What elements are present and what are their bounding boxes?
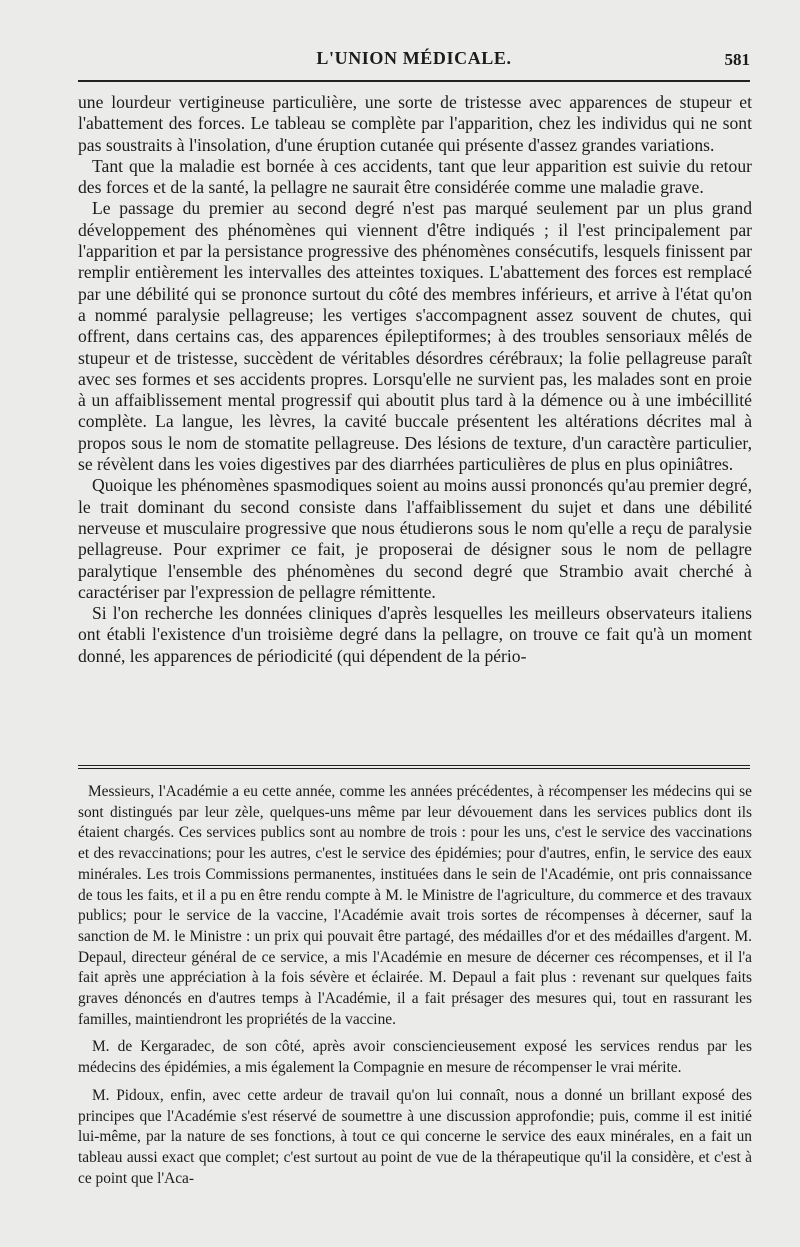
main-text	[78, 92, 752, 667]
page-number: 581	[724, 50, 750, 69]
body-paragraph: Si l'on recherche les données cliniques d'après lesquelles les meilleurs observateurs italiens ont établi l'existence d'un troisième degré dans la pellagre, on trouve ce fait qu'à un moment donné, les apparences de périodicité (qui dépendent de la pério-	[78, 603, 752, 666]
note-paragraph: Messieurs, l'Académie a eu cette année, comme les années précédentes, à récompenser les médecins qui se sont distingués par leur zèle, quelques-uns même par leur dévouement dans les services publics dont ils étaient chargés. Ces services publics sont au nombre de trois : pour les uns, c'est le service des vaccinations et des revaccinations; pour les autres, c'est le service des épidémies; pour d'autres, enfin, le service des eaux minérales. Les trois Commissions permanentes, instituées dans le sein de l'Académie, ont pris connaissance de tous les faits, et il a pu en être rendu compte à M. le Ministre de l'agriculture, du commerce et des travaux publics; pour le service de la vaccine, l'Académie avait trois sortes de récompenses à décerner, sauf la sanction de M. le Ministre : un prix qui pouvait être partagé, des médailles d'or et des médailles d'argent. M. Depaul, directeur général de ce service, a mis l'Académie en mesure de décerner ces récompenses, et il l'a fait après une appréciation à la fois sévère et éclairée. M. Depaul a fait plus : revenant sur quelques faits graves dénoncés en d'autres temps à l'Académie, il a fait présager des mesures qui, tout en rassurant les familles, maintiendront les propriétés de la vaccine.	[78, 783, 752, 1028]
section-rule	[78, 765, 750, 769]
header-rule	[78, 80, 750, 82]
page-header	[78, 44, 750, 74]
note-paragraph: M. Pidoux, enfin, avec cette ardeur de travail qu'on lui connaît, nous a donné un brillant exposé des principes que l'Académie s'est réservé de soumettre à une discussion approfondie; puis, comme il est initié lui-même, par la nature de ses fonctions, à tout ce qui concerne le service des eaux minérales, en a fait un tableau aussi exact que complet; c'est surtout au point de vue de la thérapeutique qu'il la considère, et c'est à ce point que l'Aca-	[78, 1086, 752, 1187]
running-title: L'UNION MÉDICALE.	[316, 48, 512, 68]
body-paragraph: Tant que la maladie est bornée à ces accidents, tant que leur apparition est suivie du retour des forces et de la santé, la pellagre ne saurait être considérée comme une maladie grave.	[78, 155, 752, 198]
note-paragraph: M. de Kergaradec, de son côté, après avoir consciencieusement exposé les services rendus par les médecins des épidémies, a mis également la Compagnie en mesure de récompenser le vrai mérite.	[78, 1038, 752, 1077]
body-paragraph: une lourdeur vertigineuse particulière, une sorte de tristesse avec apparences de stupeur et l'abattement des forces. Le tableau se complète par l'apparition, chez les individus qui ne sont pas soustraits à l'insolation, d'une éruption cutanée qui présente d'assez grandes variations.	[78, 92, 752, 155]
body-paragraph: Le passage du premier au second degré n'est pas marqué seulement par un plus grand développement des phénomènes qui viennent d'être indiqués ; il l'est principalement par l'apparition et par la persistance progressive des phénomènes consécutifs, lesquels finissent par remplir entièrement les intervalles des atteintes toxiques. L'abattement des forces est remplacé par une débilité qui se prononce surtout du côté des membres inférieurs, et arrive à l'état qu'on a nommé paralysie pellagreuse; les vertiges s'accompagnent assez souvent de chutes, qui offrent, dans certains cas, des apparences épileptiformes; à des troubles sensoriaux mêlés de stupeur et de tristesse, succèdent de véritables désordres cérébraux; la folie pellagreuse paraît avec ses formes et ses accidents propres. Lorsqu'elle ne survient pas, les malades sont en proie à un affaiblissement mental progressif qui aboutit plus tard à la démence ou à une imbécillité complète. La langue, les lèvres, la cavité buccale présentent les altérations décrites mal à propos sous le nom de stomatite pellagreuse. Des lésions de texture, d'un caractère particulier, se révèlent dans les voies digestives par des diarrhées particulières de plus en plus opiniâtres.	[78, 198, 752, 475]
body-paragraph: Quoique les phénomènes spasmodiques soient au moins aussi prononcés qu'au premier degré, le trait dominant du second consiste dans l'affaiblissement du sujet et dans une débilité nerveuse et musculaire progressive que nous étudierons sous le nom qu'elle a reçu de paralysie pellagreuse. Pour exprimer ce fait, je proposerai de désigner sous le nom de pellagre paralytique l'ensemble des phénomènes du second degré que Strambio avait cherché à caractériser par l'expression de pellagre rémittente.	[78, 475, 752, 602]
feuilleton-text	[78, 782, 752, 1196]
